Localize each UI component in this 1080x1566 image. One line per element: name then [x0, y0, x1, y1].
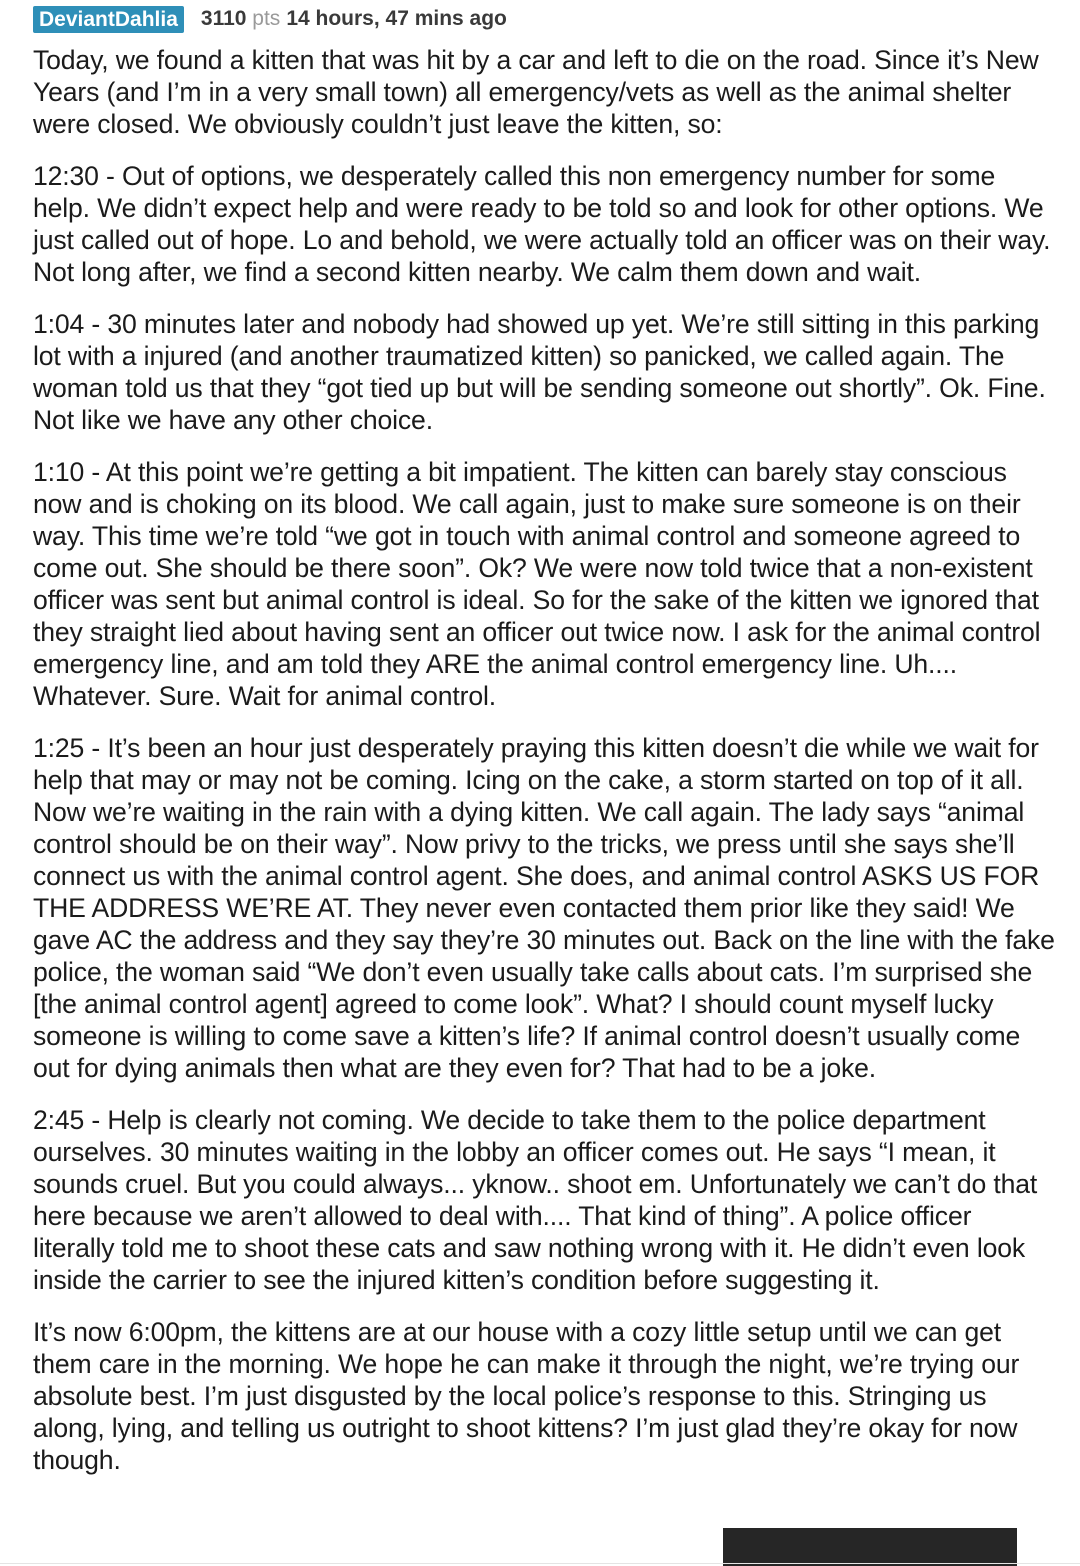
- paragraph: 1:10 - At this point we’re getting a bit impatient. The kitten can barely stay conscious now and is choking on its blood. We call again, just to make sure someone is on their way. This time we’re told “we got in touch with animal control and someone agreed to come out. She should be there soon”. Ok? We were now told twice that a non-existent officer was sent but animal control is ideal. So for the sake of the kitten we ignored that they straight lied about having sent an officer out twice now. I ask for the animal control emergency line, and am told they ARE the animal control emergency line. Uh.... Whatever. Sure. Wait for animal control.: [33, 457, 1041, 711]
- username-badge[interactable]: DeviantDahlia: [33, 6, 184, 33]
- points-value: 3110: [200, 7, 247, 30]
- paragraph: It’s now 6:00pm, the kittens are at our house with a cozy little setup until we can get them care in the morning. We hope he can make it through the night, we’re trying our absolute best. I’m just disgusted by the local police’s response to this. Stringing us along, lying, and telling us outright to shoot kittens? I’m just glad they’re okay for now though.: [33, 1317, 1020, 1475]
- points-unit: pts: [252, 7, 281, 30]
- post-body: [33, 44, 1055, 1496]
- bottom-overlay-bar: [723, 1528, 1017, 1566]
- paragraph: 1:04 - 30 minutes later and nobody had showed up yet. We’re still sitting in this parking lot with a injured (and another traumatized kitten) so panicked, we called again. The woman told us that they “got tied up but will be sending someone out shortly”. Ok. Fine. Not like we have any other choice.: [33, 309, 1046, 435]
- paragraph: 2:45 - Help is clearly not coming. We decide to take them to the police department ourselves. 30 minutes waiting in the lobby an officer comes out. He says “I mean, it sounds cruel. But you could always... yknow.. shoot em. Unfortunately we can’t do that here because we aren’t allowed to deal with.... That kind of thing”. A police officer literally told me to shoot these cats and saw nothing wrong with it. He didn’t even look inside the carrier to see the injured kitten’s condition before suggesting it.: [33, 1105, 1038, 1295]
- paragraph: Today, we found a kitten that was hit by a car and left to die on the road. Since it’s New Years (and I’m in a very small town) all emergency/vets as well as the animal shelter were closed. We obviously couldn’t just leave the kitten, so:: [33, 45, 1039, 139]
- post-timestamp: 14 hours, 47 mins ago: [286, 7, 507, 30]
- bottom-divider: [0, 1563, 1080, 1564]
- paragraph: 1:25 - It’s been an hour just desperately praying this kitten doesn’t die while we wait for help that may or may not be coming. Icing on the cake, a storm started on top of it all. Now we’re waiting in the rain with a dying kitten. We call again. The lady says “animal control should be on their way”. Now privy to the tricks, we press until she says she’ll connect us with the animal control agent. She does, and animal control ASKS US FOR THE ADDRESS WE’RE AT. They never even contacted them prior like they said! We gave AC the address and they say they’re 30 minutes out. Back on the line with the fake police, the woman said “We don’t even usually take calls about cats. I’m surprised she [the animal control agent] agreed to come look”. What? I should count myself lucky someone is willing to come save a kitten’s life? If animal control doesn’t usually come out for dying animals then what are they even for? That had to be a joke.: [33, 733, 1055, 1083]
- post-header: [33, 4, 507, 34]
- paragraph: 12:30 - Out of options, we desperately called this non emergency number for some help. We didn’t expect help and were ready to be told so and look for other options. We just called out of hope. Lo and behold, we were actually told an officer was on their way. Not long after, we find a second kitten nearby. We calm them down and wait.: [33, 161, 1051, 287]
- user-points: [201, 7, 280, 31]
